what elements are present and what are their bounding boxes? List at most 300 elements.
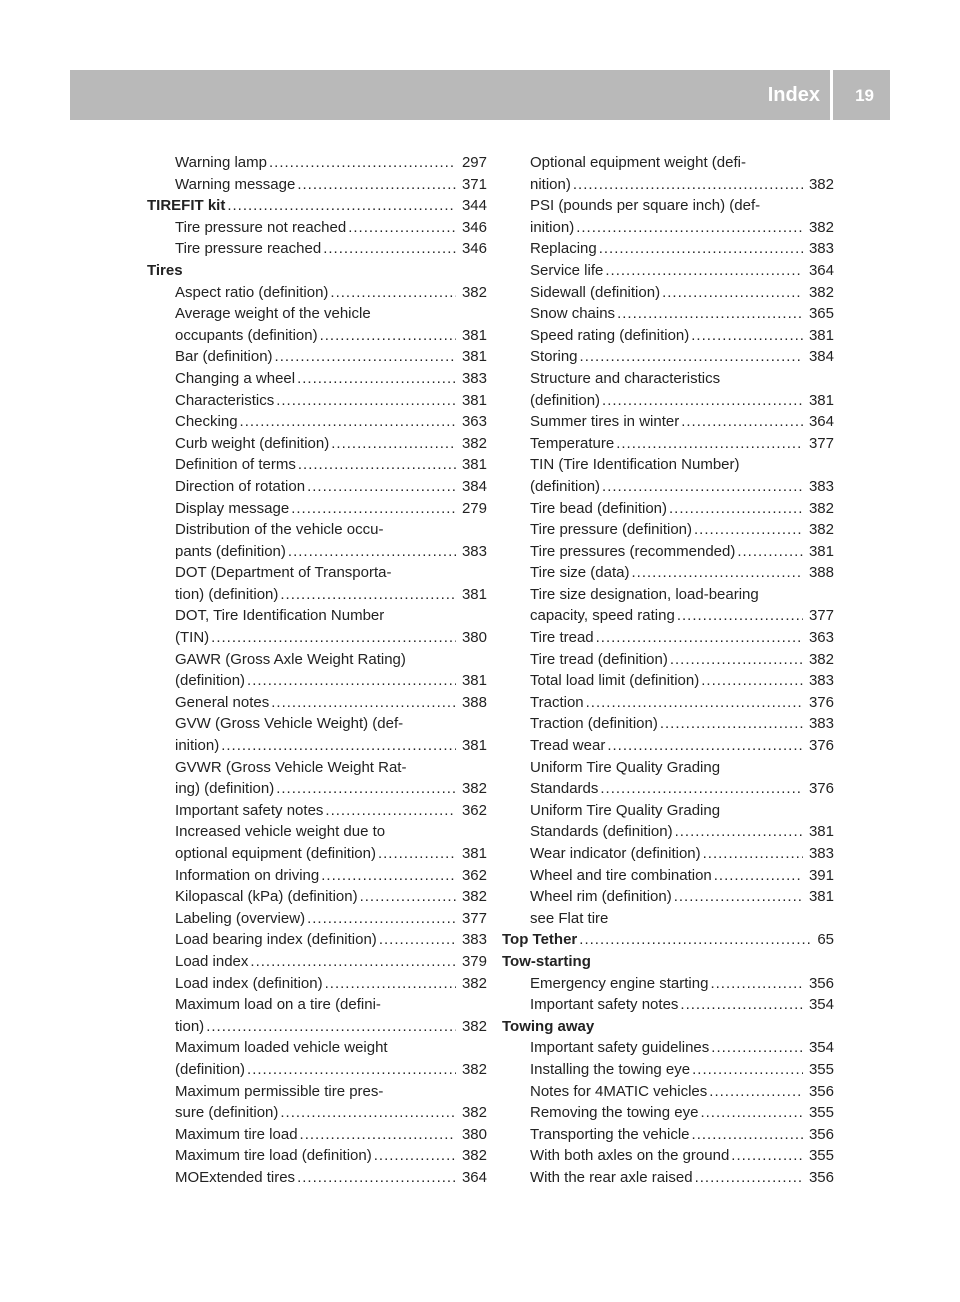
page-ref-link[interactable]: 381: [461, 456, 487, 474]
entry-text: Standards: [530, 780, 599, 798]
dot-leader: [709, 1081, 803, 1103]
entry-text: tion): [175, 1017, 205, 1035]
entry-text: Speed rating (definition): [530, 326, 690, 344]
dot-leader: [297, 368, 456, 390]
entry-text: Tread wear: [530, 737, 606, 755]
page-ref-link[interactable]: 363: [808, 629, 834, 647]
entry-text: Traction: [530, 693, 584, 711]
dot-leader: [227, 195, 456, 217]
dot-leader: [692, 1059, 803, 1081]
page-ref-link[interactable]: 65: [817, 931, 834, 949]
entry-text: Tire bead (definition): [530, 499, 668, 517]
entry-text: Storing: [530, 348, 578, 366]
entry-text: Important safety notes: [530, 996, 679, 1014]
dot-leader: [331, 433, 456, 455]
page-ref-link[interactable]: 382: [461, 283, 487, 301]
entry-text: Service life: [530, 261, 604, 279]
dot-leader: [573, 174, 803, 196]
index-entry: [147, 627, 487, 649]
dot-leader: [269, 152, 456, 174]
index-entry: [147, 908, 487, 930]
dot-leader: [680, 994, 803, 1016]
dot-leader: [631, 562, 802, 584]
page-ref-link[interactable]: 382: [808, 283, 834, 301]
page-ref-link[interactable]: 382: [461, 780, 487, 798]
entry-text: Display message: [175, 499, 290, 517]
page-ref-link[interactable]: 383: [808, 477, 834, 495]
page-ref-link[interactable]: 382: [461, 1017, 487, 1035]
page-header: [70, 70, 890, 120]
dot-leader: [247, 1059, 456, 1081]
index-entry: [147, 519, 487, 541]
dot-leader: [692, 1124, 803, 1146]
dot-leader: [576, 217, 803, 239]
index-entry: [147, 238, 487, 260]
index-entry: [502, 152, 834, 174]
dot-leader: [731, 1145, 803, 1167]
index-column-right: [502, 152, 834, 1189]
page-ref-link[interactable]: 356: [808, 974, 834, 992]
index-entry: [147, 282, 487, 304]
dot-leader: [321, 865, 456, 887]
index-entry: [147, 713, 487, 735]
page-ref-link[interactable]: 362: [461, 801, 487, 819]
dot-leader: [276, 390, 456, 412]
index-entry: [502, 411, 834, 433]
page-ref-link[interactable]: 346: [461, 218, 487, 236]
entry-text: General notes: [175, 693, 270, 711]
index-entry: [502, 433, 834, 455]
index-entry: [502, 757, 834, 779]
page-ref-link[interactable]: 297: [461, 154, 487, 171]
dot-leader: [674, 886, 803, 908]
index-entry: [502, 174, 834, 196]
page-ref-link[interactable]: 381: [461, 737, 487, 755]
entry-text: Temperature: [530, 434, 615, 452]
dot-leader: [288, 541, 456, 563]
entry-text: Transporting the vehicle: [530, 1125, 690, 1143]
entry-text: Characteristics: [175, 391, 275, 409]
index-entry: [147, 584, 487, 606]
index-entry: [502, 692, 834, 714]
dot-leader: [695, 1167, 803, 1189]
dot-leader: [280, 584, 456, 606]
page-ref-link[interactable]: 381: [808, 888, 834, 906]
index-entry: [147, 152, 487, 174]
entry-text: Maximum tire load: [175, 1125, 298, 1143]
index-entry: [502, 476, 834, 498]
entry-text: Increased vehicle weight due to: [175, 823, 386, 841]
index-entry: [147, 368, 487, 390]
page-ref-link[interactable]: 354: [808, 996, 834, 1014]
entry-text: Aspect ratio (definition): [175, 283, 329, 301]
page-ref-link[interactable]: 279: [461, 499, 487, 517]
index-entry: [502, 541, 834, 563]
dot-leader: [297, 1167, 456, 1189]
dot-leader: [586, 692, 803, 714]
entry-text: Towing away: [502, 1017, 595, 1035]
index-entry: [147, 1167, 487, 1189]
index-entry: [502, 843, 834, 865]
entry-text: Information on driving: [175, 866, 320, 884]
page-ref-link[interactable]: 382: [461, 434, 487, 452]
page-ref-link[interactable]: 381: [461, 845, 487, 862]
entry-text: Removing the towing eye: [530, 1104, 699, 1122]
dot-leader: [579, 929, 811, 951]
page-ref-link[interactable]: 383: [808, 845, 834, 862]
page-ref-link[interactable]: 381: [808, 391, 834, 409]
entry-text: Uniform Tire Quality Grading: [530, 758, 721, 776]
dot-leader: [320, 325, 456, 347]
index-entry: [502, 368, 834, 390]
index-entry: [147, 174, 487, 196]
entry-text: Wear indicator (definition): [530, 845, 701, 862]
index-entry: [147, 821, 487, 843]
entry-text: DOT (Department of Transporta-: [175, 564, 392, 582]
page-ref-link[interactable]: 383: [461, 931, 487, 949]
entry-text: Tire pressure (definition): [530, 521, 693, 539]
entry-text: Notes for 4MATIC vehicles: [530, 1082, 708, 1100]
entry-text: Total load limit (definition): [530, 672, 700, 690]
dot-leader: [247, 670, 456, 692]
dot-leader: [291, 498, 456, 520]
index-entry: [502, 627, 834, 649]
page-ref-link[interactable]: 364: [808, 261, 834, 279]
index-heading: [147, 195, 487, 217]
entry-text: With the rear axle raised: [530, 1168, 693, 1186]
entry-text: Tires: [147, 261, 183, 279]
dot-leader: [330, 282, 456, 304]
page-ref-link[interactable]: 365: [808, 305, 834, 323]
index-entry: [147, 778, 487, 800]
dot-leader: [325, 800, 456, 822]
page-ref-link[interactable]: 382: [808, 521, 834, 539]
dot-leader: [378, 843, 456, 865]
dot-leader: [669, 498, 803, 520]
page-ref-link[interactable]: 388: [461, 693, 487, 711]
index-entry: [502, 238, 834, 260]
page-ref-link[interactable]: 354: [808, 1039, 834, 1057]
index-entry: [147, 735, 487, 757]
dot-leader: [298, 454, 456, 476]
entry-text: Maximum tire load (definition): [175, 1147, 372, 1165]
dot-leader: [211, 627, 456, 649]
index-entry: [147, 1102, 487, 1124]
entry-text: Tire pressure not reached: [175, 218, 347, 236]
dot-leader: [300, 1124, 456, 1146]
index-entry: [502, 584, 834, 606]
index-entry: [147, 886, 487, 908]
dot-leader: [714, 865, 803, 887]
entry-text: GVWR (Gross Vehicle Weight Rat-: [175, 758, 407, 776]
page-ref-link[interactable]: 376: [808, 780, 834, 798]
index-heading: [502, 929, 834, 951]
entry-text: (definition): [530, 477, 601, 495]
page-ref-link[interactable]: 371: [461, 175, 487, 193]
page-ref-link[interactable]: 391: [808, 866, 834, 884]
page-ref-link[interactable]: 355: [808, 1147, 834, 1165]
index-entry: [147, 692, 487, 714]
index-heading: [502, 1016, 834, 1038]
page-ref-link[interactable]: 364: [461, 1168, 487, 1186]
dot-leader: [323, 238, 456, 260]
page-ref-link[interactable]: 379: [461, 952, 487, 970]
page-ref-link[interactable]: 381: [808, 823, 834, 841]
entry-text: Uniform Tire Quality Grading: [530, 801, 721, 819]
entry-text: pants (definition): [175, 542, 286, 560]
index-entry: [502, 994, 834, 1016]
index-entry: [502, 217, 834, 239]
dot-leader: [280, 1102, 456, 1124]
entry-text: Load index: [175, 952, 249, 970]
index-entry: [147, 951, 487, 973]
index-entry: [502, 498, 834, 520]
page-ref-link[interactable]: 382: [461, 1060, 487, 1078]
index-entry: [502, 821, 834, 843]
page-ref-link[interactable]: 362: [461, 866, 487, 884]
index-entry: [147, 865, 487, 887]
page-ref-link[interactable]: 376: [808, 693, 834, 711]
index-entry: [147, 325, 487, 347]
page-number: 19: [855, 86, 874, 105]
page-ref-link[interactable]: 381: [808, 326, 834, 344]
index-entry: [502, 1081, 834, 1103]
page-ref-link[interactable]: 355: [808, 1104, 834, 1122]
page-ref-link[interactable]: 356: [808, 1125, 834, 1143]
entry-text: GVW (Gross Vehicle Weight) (def-: [175, 715, 404, 733]
page-ref-link[interactable]: 364: [808, 413, 834, 431]
entry-text: Wheel rim (definition): [530, 888, 672, 906]
index-entry: [147, 670, 487, 692]
entry-text: Snow chains: [530, 305, 616, 323]
entry-text: Optional equipment weight (defi-: [530, 154, 746, 171]
dot-leader: [670, 649, 803, 671]
entry-text: Definition of terms: [175, 456, 296, 474]
page-ref-link[interactable]: 381: [461, 391, 487, 409]
dot-leader: [710, 973, 803, 995]
page-ref-link[interactable]: 381: [461, 326, 487, 344]
page-ref-link[interactable]: 344: [461, 197, 487, 215]
page-ref-link[interactable]: 380: [461, 1125, 487, 1143]
index-entry: [502, 865, 834, 887]
page-ref-link[interactable]: 384: [461, 477, 487, 495]
entry-text: Maximum permissible tire pres-: [175, 1082, 384, 1100]
page-ref-link[interactable]: 381: [461, 585, 487, 603]
index-entry: [502, 1167, 834, 1189]
entry-text: (definition): [175, 672, 246, 690]
page-ref-link[interactable]: 382: [461, 1147, 487, 1165]
index-entry: [502, 282, 834, 304]
entry-text: Load index (definition): [175, 974, 323, 992]
index-entry: [502, 303, 834, 325]
index-entry: [502, 325, 834, 347]
entry-text: TIREFIT kit: [147, 197, 226, 215]
page-ref-link[interactable]: 380: [461, 629, 487, 647]
entry-text: Changing a wheel: [175, 369, 296, 387]
index-column-left: [147, 152, 487, 1189]
dot-leader: [711, 1037, 803, 1059]
index-entry: [502, 778, 834, 800]
index-entry: [502, 1145, 834, 1167]
entry-text: Tire pressures (recommended): [530, 542, 736, 560]
index-entry: [147, 929, 487, 951]
index-entry: [147, 1145, 487, 1167]
entry-text: Replacing: [530, 240, 597, 258]
dot-leader: [605, 260, 803, 282]
dot-leader: [616, 433, 803, 455]
entry-text: sure (definition): [175, 1104, 279, 1122]
index-entry: [147, 476, 487, 498]
page-ref-link[interactable]: 383: [808, 240, 834, 258]
page-ref-link[interactable]: 382: [461, 1104, 487, 1122]
dot-leader: [580, 346, 803, 368]
entry-text: ing) (definition): [175, 780, 275, 798]
index-entry: [502, 670, 834, 692]
page-ref-link[interactable]: 381: [461, 348, 487, 366]
dot-leader: [599, 238, 803, 260]
index-entry: [147, 390, 487, 412]
dot-leader: [694, 519, 803, 541]
entry-text: nition): [530, 175, 571, 193]
index-entry: [147, 346, 487, 368]
dot-leader: [700, 1102, 803, 1124]
entry-text: Standards (definition): [530, 823, 673, 841]
dot-leader: [677, 605, 803, 627]
dot-leader: [276, 778, 456, 800]
entry-text: PSI (pounds per square inch) (def-: [530, 197, 761, 215]
page-ref-link[interactable]: 383: [808, 715, 834, 733]
entry-text: Tow-starting: [502, 952, 591, 970]
index-entry: [502, 1037, 834, 1059]
index-entry: [147, 605, 487, 627]
index-entry: [502, 346, 834, 368]
entry-text: Tire pressure reached: [175, 240, 322, 258]
page-ref-link[interactable]: 377: [808, 434, 834, 452]
page-ref-link[interactable]: 346: [461, 240, 487, 258]
index-entry: [147, 843, 487, 865]
page-ref-link[interactable]: 363: [461, 413, 487, 431]
index-entry: [502, 713, 834, 735]
entry-text: Tire tread: [530, 629, 594, 647]
entry-text: (TIN): [175, 629, 210, 647]
entry-text: Maximum load on a tire (defini-: [175, 996, 381, 1014]
entry-text: MOExtended tires: [175, 1168, 296, 1186]
index-entry: [147, 1059, 487, 1081]
page-ref-link[interactable]: 383: [461, 369, 487, 387]
index-entry: [147, 994, 487, 1016]
dot-leader: [379, 929, 456, 951]
dot-leader: [600, 778, 803, 800]
page-ref-link[interactable]: 356: [808, 1168, 834, 1186]
dot-leader: [703, 843, 803, 865]
dot-leader: [602, 390, 803, 412]
index-entry: [147, 498, 487, 520]
page-ref-link[interactable]: 382: [808, 499, 834, 517]
dot-leader: [206, 1016, 456, 1038]
dot-leader: [360, 886, 456, 908]
entry-text: Installing the towing eye: [530, 1060, 691, 1078]
page-ref-link[interactable]: 382: [461, 888, 487, 906]
index-entry: [502, 649, 834, 671]
entry-text: Curb weight (definition): [175, 434, 330, 452]
header-divider: [830, 70, 833, 120]
dot-leader: [374, 1145, 456, 1167]
page-ref-link[interactable]: 355: [808, 1060, 834, 1078]
page-ref-link[interactable]: 384: [808, 348, 834, 366]
entry-text: DOT, Tire Identification Number: [175, 607, 385, 625]
dot-leader: [660, 713, 803, 735]
index-entry: [502, 562, 834, 584]
dot-leader: [691, 325, 803, 347]
page-ref-link[interactable]: 381: [461, 672, 487, 690]
index-entry: [502, 973, 834, 995]
entry-text: Average weight of the vehicle: [175, 305, 371, 323]
index-entry: [502, 454, 834, 476]
dot-leader: [681, 411, 803, 433]
dot-leader: [737, 541, 803, 563]
dot-leader: [307, 908, 456, 930]
page-ref-link[interactable]: 383: [461, 542, 487, 560]
entry-text: (definition): [175, 1060, 246, 1078]
index-entry: [147, 454, 487, 476]
index-entry: [502, 800, 834, 822]
index-entry: [147, 973, 487, 995]
section-title: Index: [767, 84, 820, 106]
page-ref-link[interactable]: 382: [808, 650, 834, 668]
page-ref-link[interactable]: 388: [808, 564, 834, 582]
index-entry: [502, 605, 834, 627]
dot-leader: [325, 973, 456, 995]
dot-leader: [596, 627, 803, 649]
page-ref-link[interactable]: 383: [808, 672, 834, 690]
entry-text: Important safety guidelines: [530, 1039, 710, 1057]
dot-leader: [662, 282, 803, 304]
index-entry: [502, 735, 834, 757]
index-entry: [147, 562, 487, 584]
page-ref-link[interactable]: 382: [808, 218, 834, 236]
page-ref-link[interactable]: 356: [808, 1082, 834, 1100]
dot-leader: [221, 735, 456, 757]
index-entry: [502, 1059, 834, 1081]
index-entry: [147, 800, 487, 822]
entry-text: capacity, speed rating: [530, 607, 675, 625]
page-ref-link[interactable]: 382: [461, 974, 487, 992]
index-heading: [502, 951, 834, 973]
entry-text: optional equipment (definition): [175, 845, 376, 862]
index-entry: [147, 757, 487, 779]
entry-text: Important safety notes: [175, 801, 324, 819]
page-ref-link[interactable]: 376: [808, 737, 834, 755]
index-entry: [502, 908, 834, 930]
page-ref-link[interactable]: 377: [461, 909, 487, 927]
entry-text: Tire size designation, load-bearing: [530, 585, 759, 603]
page-ref-link[interactable]: 382: [808, 175, 834, 193]
entry-text: Wheel and tire combination: [530, 866, 712, 884]
dot-leader: [271, 692, 456, 714]
entry-text: (definition): [530, 391, 601, 409]
entry-text: Load bearing index (definition): [175, 931, 377, 949]
index-entry: [147, 303, 487, 325]
entry-text: Warning lamp: [175, 154, 267, 171]
dot-leader: [240, 411, 456, 433]
dot-leader: [617, 303, 803, 325]
index-entry: [502, 886, 834, 908]
page-ref-link[interactable]: 377: [808, 607, 834, 625]
entry-text: Summer tires in winter: [530, 413, 680, 431]
dot-leader: [675, 821, 803, 843]
page-ref-link[interactable]: 381: [808, 542, 834, 560]
entry-text: Bar (definition): [175, 348, 273, 366]
